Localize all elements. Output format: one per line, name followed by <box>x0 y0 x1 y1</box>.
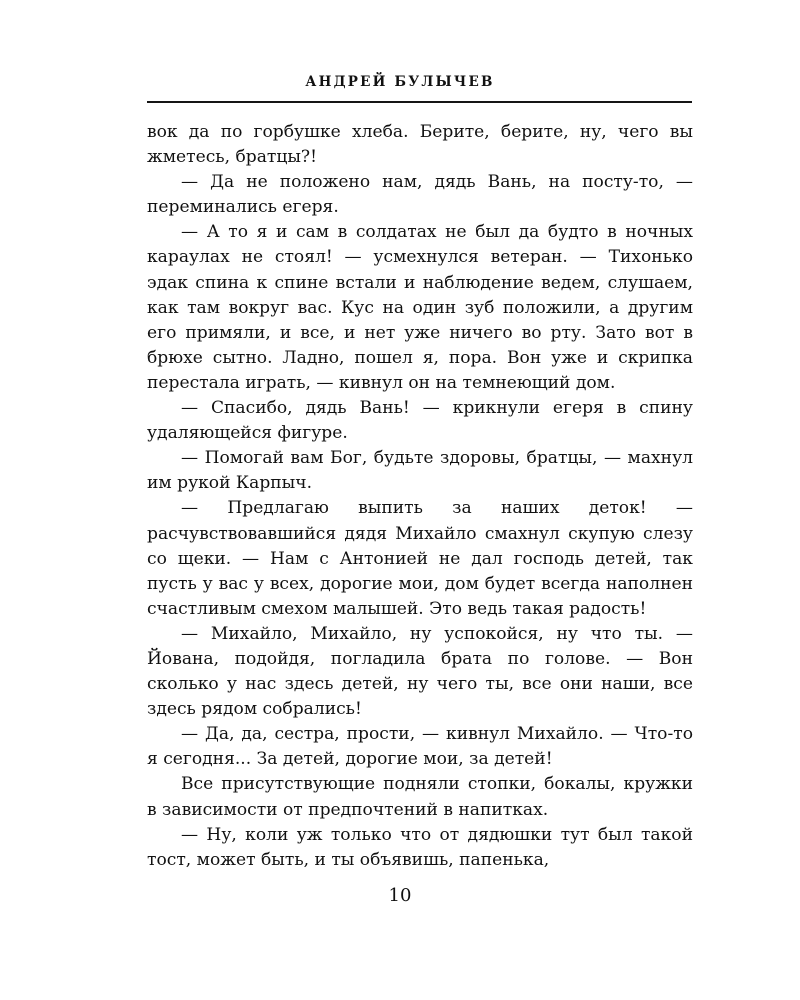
paragraph: — Да, да, сестра, прости, — кивнул Михайло. — Что-то я сегодня... За детей, дорогие мои, за детей! <box>147 724 693 770</box>
paragraph: — Спасибо, дядь Вань! — крикнули егеря в спину удаляющейся фигуре. <box>147 398 693 444</box>
paragraph: вок да по горбушке хлеба. Берите, берите, ну, чего вы жметесь, братцы?! <box>147 122 693 168</box>
page-number: 10 <box>388 885 412 906</box>
paragraph: — Предлагаю выпить за наших деток! — расчувствовавшийся дядя Михайло смахнул скупую слезу со щеки. — Нам с Антонией не дал господь детей, так пусть у вас у всех, дорогие мои, дом будет всегда наполнен счастливым смехом малышей. Это ведь такая радость! <box>147 498 693 619</box>
paragraph: — А то я и сам в солдатах не был да будто в ночных караулах не стоял! — усмехнулся ветеран. — Тихонько эдак спина к спине встали и наблюдение ведем, слушаем, как там вокруг вас. Кус на один зуб положили, а другим его примяли, и все, и нет уже ничего во рту. Зато вот в брюхе сытно. Ладно, пошел я, пора. Вон уже и скрипка перестала играть, — кивнул он на темнеющий дом. <box>147 222 693 393</box>
running-head: АНДРЕЙ БУЛЫЧЕВ <box>305 74 495 90</box>
paragraph: — Да не положено нам, дядь Вань, на посту-то, — переминались егеря. <box>147 172 693 218</box>
header-divider <box>147 101 692 103</box>
paragraph: — Ну, коли уж только что от дядюшки тут был такой тост, может быть, и ты объявишь, папенька, <box>147 824 693 870</box>
page-body-text <box>147 120 693 873</box>
paragraph: — Михайло, Михайло, ну успокойся, ну что ты. — Йована, подойдя, погладила брата по голове. — Вон сколько у нас здесь детей, ну чего ты, все они наши, все здесь рядом собрались! <box>147 623 693 720</box>
paragraph: — Помогай вам Бог, будьте здоровы, братцы, — махнул им рукой Карпыч. <box>147 448 693 494</box>
paragraph: Все присутствующие подняли стопки, бокалы, кружки в зависимости от предпочтений в напитках. <box>147 774 693 820</box>
